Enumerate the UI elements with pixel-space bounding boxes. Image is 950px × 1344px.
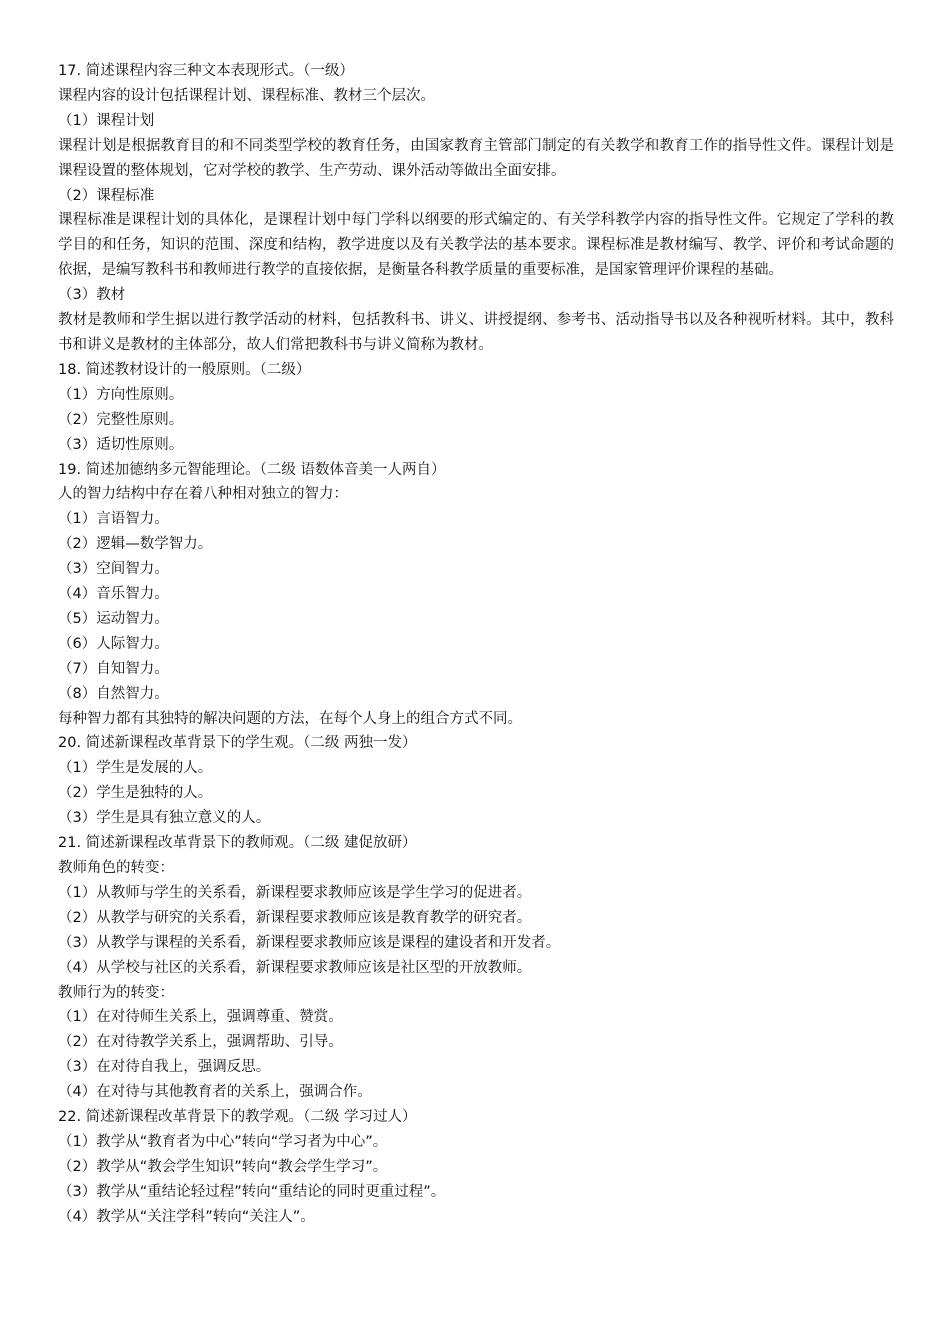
question-heading: 17. 简述课程内容三种文本表现形式。（一级）	[58, 63, 354, 79]
text-line: （3）在对待自我上，强调反思。	[58, 1059, 271, 1076]
question-heading: 22. 简述新课程改革背景下的教学观。（二级 学习过人）	[58, 1109, 417, 1126]
text-line: 教师行为的转变：	[58, 984, 174, 1001]
text-line: （4）在对待与其他教育者的关系上，强调合作。	[58, 1084, 372, 1101]
paragraph: 课程计划是根据教育目的和不同类型学校的教育任务，由国家教育主管部门制定的有关教学和教育工作的指导性文件。课程计划是课程设置的整体规划，它对学校的教学、生产劳动、课外活动等做出全面安排。	[58, 137, 894, 179]
text-line: （3）教学从“重结论轻过程”转向“重结论的同时更重过程”。	[58, 1183, 446, 1200]
text-line: （4）音乐智力。	[58, 586, 169, 603]
text-line: （1）从教师与学生的关系看，新课程要求教师应该是学生学习的促进者。	[58, 884, 532, 901]
text-line: （1）学生是发展的人。	[58, 760, 213, 777]
paragraph: 教材是教师和学生据以进行教学活动的材料，包括教科书、讲义、讲授提纲、参考书、活动指导书以及各种视听材料。其中，教科书和讲义是教材的主体部分，故人们常把教科书与讲义简称为教材。	[58, 312, 894, 353]
text-line: （3）适切性原则。	[58, 436, 184, 453]
question-heading: 18. 简述教材设计的一般原则。（二级）	[58, 361, 311, 378]
paragraph: 课程标准是课程计划的具体化，是课程计划中每门学科以纲要的形式编定的、有关学科教学内容的指导性文件。它规定了学科的教学目的和任务，知识的范围、深度和结构，教学进度以及有关教学法的基本要求。课程标准是教材编写、教学、评价和考试命题的依据，是编写教科书和教师进行教学的直接依据，是衡量各科教学质量的重要标准，是国家管理评价课程的基础。	[58, 212, 894, 279]
text-line: （3）空间智力。	[58, 561, 169, 578]
text-line: （1）在对待师生关系上，强调尊重、赞赏。	[58, 1009, 343, 1026]
text-line: 教师角色的转变：	[58, 860, 174, 876]
text-line: （1）教学从“教育者为中心”转向“学习者为中心”。	[58, 1133, 388, 1150]
text-line: （1）言语智力。	[58, 511, 169, 528]
text-line: （2）课程标准	[58, 187, 155, 204]
text-line: （2）学生是独特的人。	[58, 785, 213, 802]
text-line: （6）人际智力。	[58, 635, 169, 652]
text-line: （3）从教学与课程的关系看，新课程要求教师应该是课程的建设者和开发者。	[58, 934, 561, 951]
question-heading: 20. 简述新课程改革背景下的学生观。（二级 两独一发）	[58, 735, 417, 752]
text-line: （3）教材	[58, 287, 126, 304]
text-line: （2）完整性原则。	[58, 411, 184, 428]
text-line: （2）逻辑—数学智力。	[58, 536, 213, 553]
text-line: （1）课程计划	[58, 112, 155, 129]
text-line: 课程内容的设计包括课程计划、课程标准、教材三个层次。	[58, 87, 435, 104]
text-line: 每种智力都有其独特的解决问题的方法，在每个人身上的组合方式不同。	[58, 710, 522, 727]
text-line: （2）教学从“教会学生知识”转向“教会学生学习”。	[58, 1158, 388, 1175]
text-line: （2）在对待教学关系上，强调帮助、引导。	[58, 1034, 343, 1051]
document-body	[58, 59, 894, 1230]
question-heading: 21. 简述新课程改革背景下的教师观。（二级 建促放研）	[58, 835, 417, 852]
text-line: （8）自然智力。	[58, 685, 169, 702]
question-heading: 19. 简述加德纳多元智能理论。（二级 语数体音美一人两自）	[58, 461, 446, 478]
text-line: （4）从学校与社区的关系看，新课程要求教师应该是社区型的开放教师。	[58, 959, 532, 976]
text-line: （1）方向性原则。	[58, 386, 184, 403]
text-line: （4）教学从“关注学科”转向“关注人”。	[58, 1208, 315, 1225]
text-line: 人的智力结构中存在着八种相对独立的智力：	[58, 486, 348, 503]
text-line: （2）从教学与研究的关系看，新课程要求教师应该是教育教学的研究者。	[58, 909, 532, 926]
text-line: （3）学生是具有独立意义的人。	[58, 810, 271, 827]
text-line: （5）运动智力。	[58, 610, 169, 627]
text-line: （7）自知智力。	[58, 660, 169, 677]
